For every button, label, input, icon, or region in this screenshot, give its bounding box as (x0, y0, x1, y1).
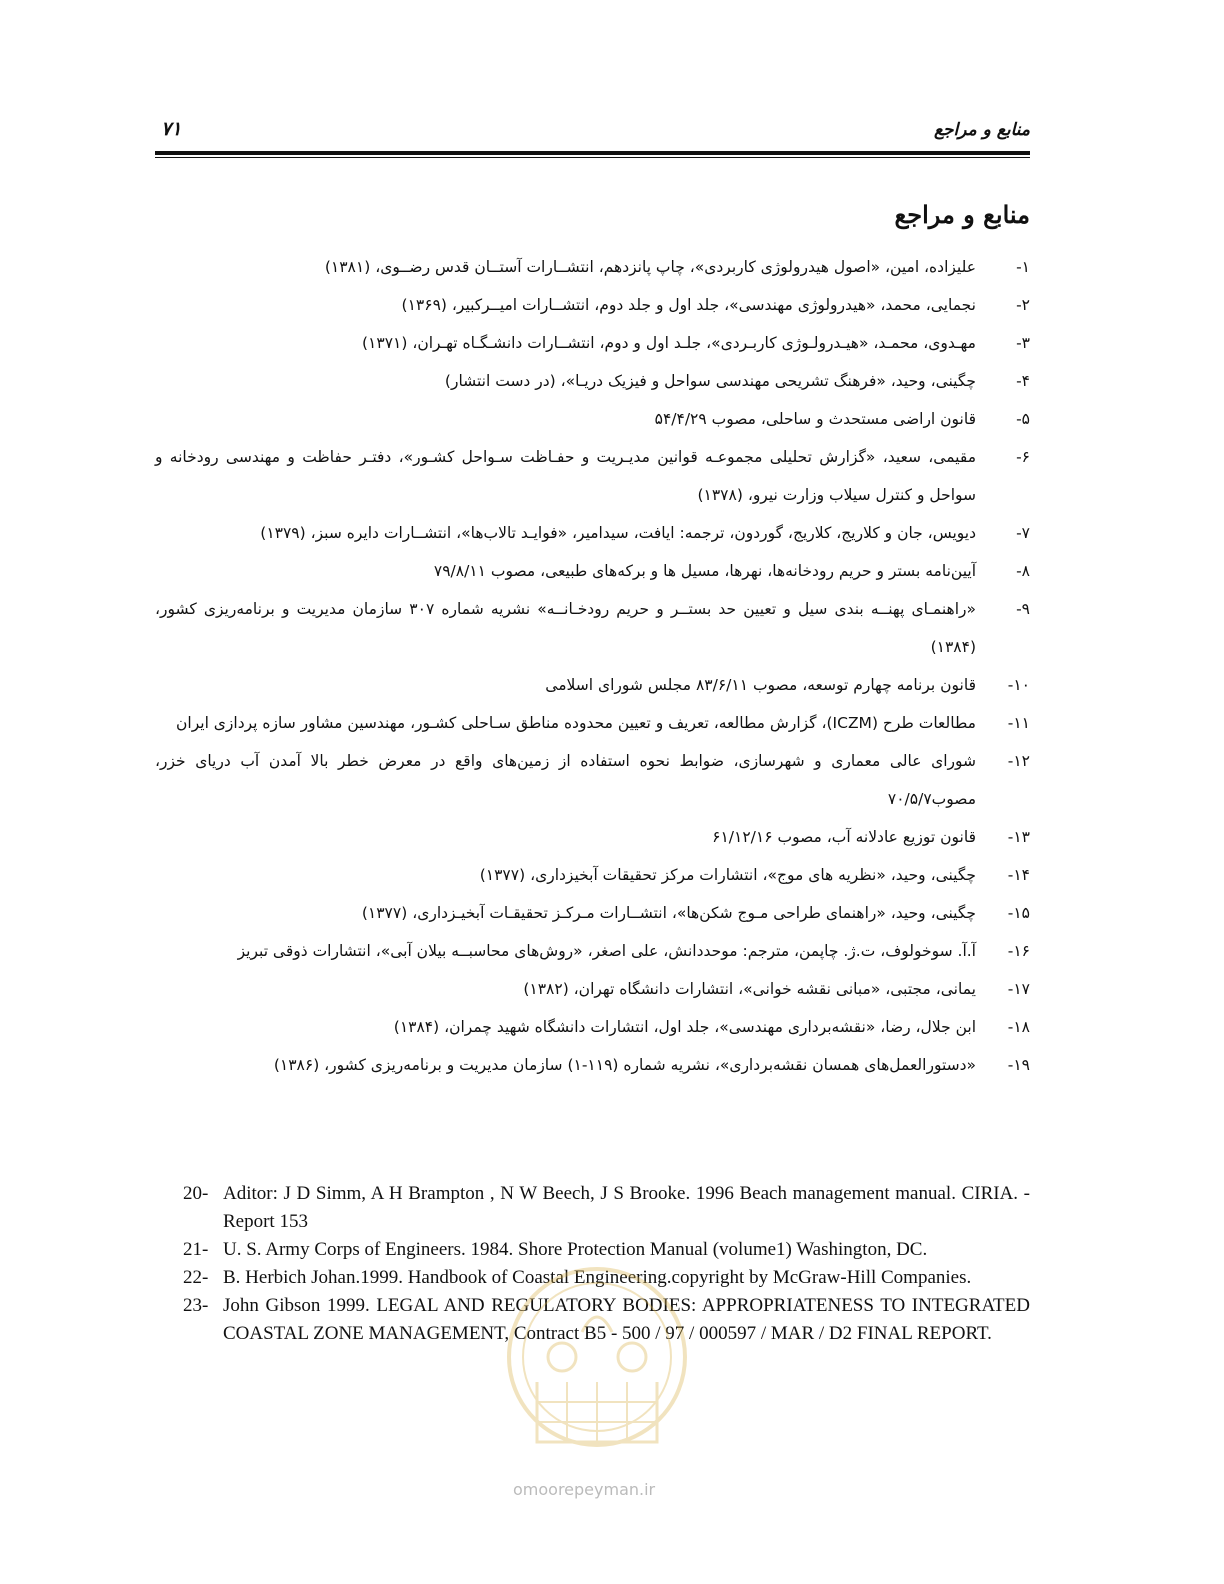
reference-number: ۷- (1016, 524, 1030, 542)
reference-number: 21- (183, 1239, 209, 1260)
reference-number: ۱۸- (1007, 1018, 1030, 1036)
reference-text: علیزاده، امین، «اصول هیدرولوژی کاربردی»، چاپ پانزدهم، انتشــارات آستــان قدس رضــوی، (۱۳۸۱) (324, 258, 976, 276)
reference-text: مطالعات طرح (ICZM)، گزارش مطالعه، تعریف و تعیین محدوده مناطق سـاحلی کشـور، مهندسین مشاور سازه پردازی ایران (176, 714, 976, 732)
reference-text: «راهنمـای پهنــه بندی سیل و تعیین حد بستــر و حریم رودخـانــه» نشریه شماره ۳۰۷ سازمان مدیریت و برنامه‌ریزی کشور، (۱۳۸۴) (155, 600, 977, 656)
reference-item (155, 590, 1030, 666)
reference-item (155, 438, 1030, 514)
reference-number: ۸- (1016, 562, 1030, 580)
reference-text: نجمایی، محمد، «هیدرولوژی مهندسی»، جلد اول و جلد دوم، انتشــارات امیــرکبیر، (۱۳۶۹) (401, 296, 976, 314)
reference-text: شورای عالی معماری و شهرسازی، ضوابط نحوه استفاده از زمین‌های واقع در معرض خطر بالا آمدن آب دریای خزر، مصوب۷۰/۵/۷ (155, 752, 976, 808)
reference-text: B. Herbich Johan.1999. Handbook of Coastal Engineering.copyright by McGraw-Hill Companies. (223, 1267, 972, 1288)
page-number: ۷۱ (161, 118, 182, 140)
reference-item (155, 932, 1030, 970)
reference-number: ۱۵- (1007, 904, 1030, 922)
reference-item (155, 818, 1030, 856)
reference-number: ۱۹- (1007, 1056, 1030, 1074)
reference-item (155, 704, 1030, 742)
section-title: منابع و مراجع (894, 200, 1030, 229)
reference-item (155, 286, 1030, 324)
reference-number: ۱- (1016, 258, 1030, 276)
reference-item (155, 248, 1030, 286)
reference-number: ۴- (1016, 372, 1030, 390)
reference-number: ۱۲- (1007, 752, 1030, 770)
references-persian-list (155, 248, 1030, 1084)
reference-text: قانون اراضی مستحدث و ساحلی، مصوب ۵۴/۴/۲۹ (654, 410, 976, 428)
reference-text: یمانی، مجتبی، «مبانی نقشه خوانی»، انتشارات دانشگاه تهران، (۱۳۸۲) (523, 980, 976, 998)
reference-number: ۱۳- (1007, 828, 1030, 846)
header-rule-thin (155, 157, 1030, 158)
reference-number: ۱۷- (1007, 980, 1030, 998)
reference-item (155, 970, 1030, 1008)
reference-text: دیویس، جان و کلاریج، کلاریج، گوردون، ترجمه: ایافت، سیدامیر، «فوایـد تالاب‌ها»، انتشــارات دایره سبز، (۱۳۷۹) (260, 524, 976, 542)
reference-item (155, 894, 1030, 932)
reference-number: ۱۴- (1007, 866, 1030, 884)
reference-text: آ.آ. سوخولوف، ت.ژ. چاپمن، مترجم: موحددانش، علی اصغر، «روش‌های محاسبــه بیلان آبی»، انتشارات ذوقی تبریز (237, 942, 976, 960)
reference-number: ۱۰- (1007, 676, 1030, 694)
reference-item (155, 552, 1030, 590)
reference-text: چگینی، وحید، «راهنمای طراحی مـوج شکن‌ها»، انتشــارات مـرکـز تحقیقـات آبخیـزداری، (۱۳۷۷) (361, 904, 976, 922)
reference-number: 20- (183, 1183, 209, 1204)
reference-text: ابن جلال، رضا، «نقشه‌برداری مهندسی»، جلد اول، انتشارات دانشگاه شهید چمران، (۱۳۸۴) (393, 1018, 976, 1036)
watermark-url: omoorepeyman.ir (513, 1480, 656, 1499)
reference-text: John Gibson 1999. LEGAL AND REGULATORY BODIES: APPROPRIATENESS TO INTEGRATED COASTAL ZONE MANAGEMENT, Contract B5 - 500 / 97 / 000597 / MAR / D2 FINAL REPORT. (223, 1295, 1030, 1344)
reference-item (155, 1008, 1030, 1046)
reference-item (183, 1236, 1030, 1264)
reference-number: ۲- (1016, 296, 1030, 314)
reference-number: ۱۶- (1007, 942, 1030, 960)
reference-text: قانون برنامه چهارم توسعه، مصوب ۸۳/۶/۱۱ مجلس شورای اسلامی (545, 676, 976, 694)
reference-text: چگینی، وحید، «نظریه های موج»، انتشارات مرکز تحقیقات آبخیزداری، (۱۳۷۷) (479, 866, 976, 884)
reference-text: «دستورالعمل‌های همسان نقشه‌برداری»، نشریه شماره (۱۱۹-۱) سازمان مدیریت و برنامه‌ریزی کشور، (۱۳۸۶) (273, 1056, 976, 1074)
reference-item (155, 742, 1030, 818)
running-title: منابع و مراجع (933, 120, 1030, 140)
reference-item (155, 400, 1030, 438)
reference-number: ۵- (1016, 410, 1030, 428)
reference-text: چگینی، وحید، «فرهنگ تشریحی مهندسی سواحل و فیزیک دریـا»، (در دست انتشار) (444, 372, 976, 390)
reference-text: قانون توزیع عادلانه آب، مصوب ۶۱/۱۲/۱۶ (712, 828, 976, 846)
reference-number: ۹- (1016, 600, 1030, 618)
reference-text: مقیمی، سعید، «گزارش تحلیلی مجموعـه قوانین مدیـریت و حفـاظت سـواحل کشـور»، دفتـر حفاظت و مهندسی رودخانه و سواحل و کنترل سیلاب وزارت نیرو، (۱۳۷۸) (155, 448, 976, 504)
reference-text: آیین‌نامه بستر و حریم رودخانه‌ها، نهرها، مسیل ها و برکه‌های طبیعی، مصوب ۷۹/۸/۱۱ (433, 562, 976, 580)
reference-item (155, 666, 1030, 704)
reference-item (155, 324, 1030, 362)
reference-item (155, 362, 1030, 400)
reference-text: مهـدوی، محمـد، «هیـدرولـوژی کاربـردی»، جلـد اول و دوم، انتشــارات دانشـگـاه تهـران، (۱۳۷۱) (361, 334, 976, 352)
reference-item (155, 856, 1030, 894)
watermark-seal (497, 1262, 697, 1472)
reference-number: 23- (183, 1295, 209, 1316)
reference-item (155, 514, 1030, 552)
reference-number: ۶- (1016, 448, 1030, 466)
reference-item (183, 1180, 1030, 1236)
header-rule-thick (155, 151, 1030, 155)
reference-text: Aditor: J D Simm, A H Brampton , N W Beech, J S Brooke. 1996 Beach management manual. CIRIA. - Report 153 (223, 1183, 1030, 1232)
reference-item (155, 1046, 1030, 1084)
reference-number: 22- (183, 1267, 209, 1288)
reference-number: ۳- (1016, 334, 1030, 352)
reference-text: U. S. Army Corps of Engineers. 1984. Shore Protection Manual (volume1) Washington, DC. (223, 1239, 928, 1260)
reference-number: ۱۱- (1007, 714, 1030, 732)
page-header (155, 118, 1030, 158)
